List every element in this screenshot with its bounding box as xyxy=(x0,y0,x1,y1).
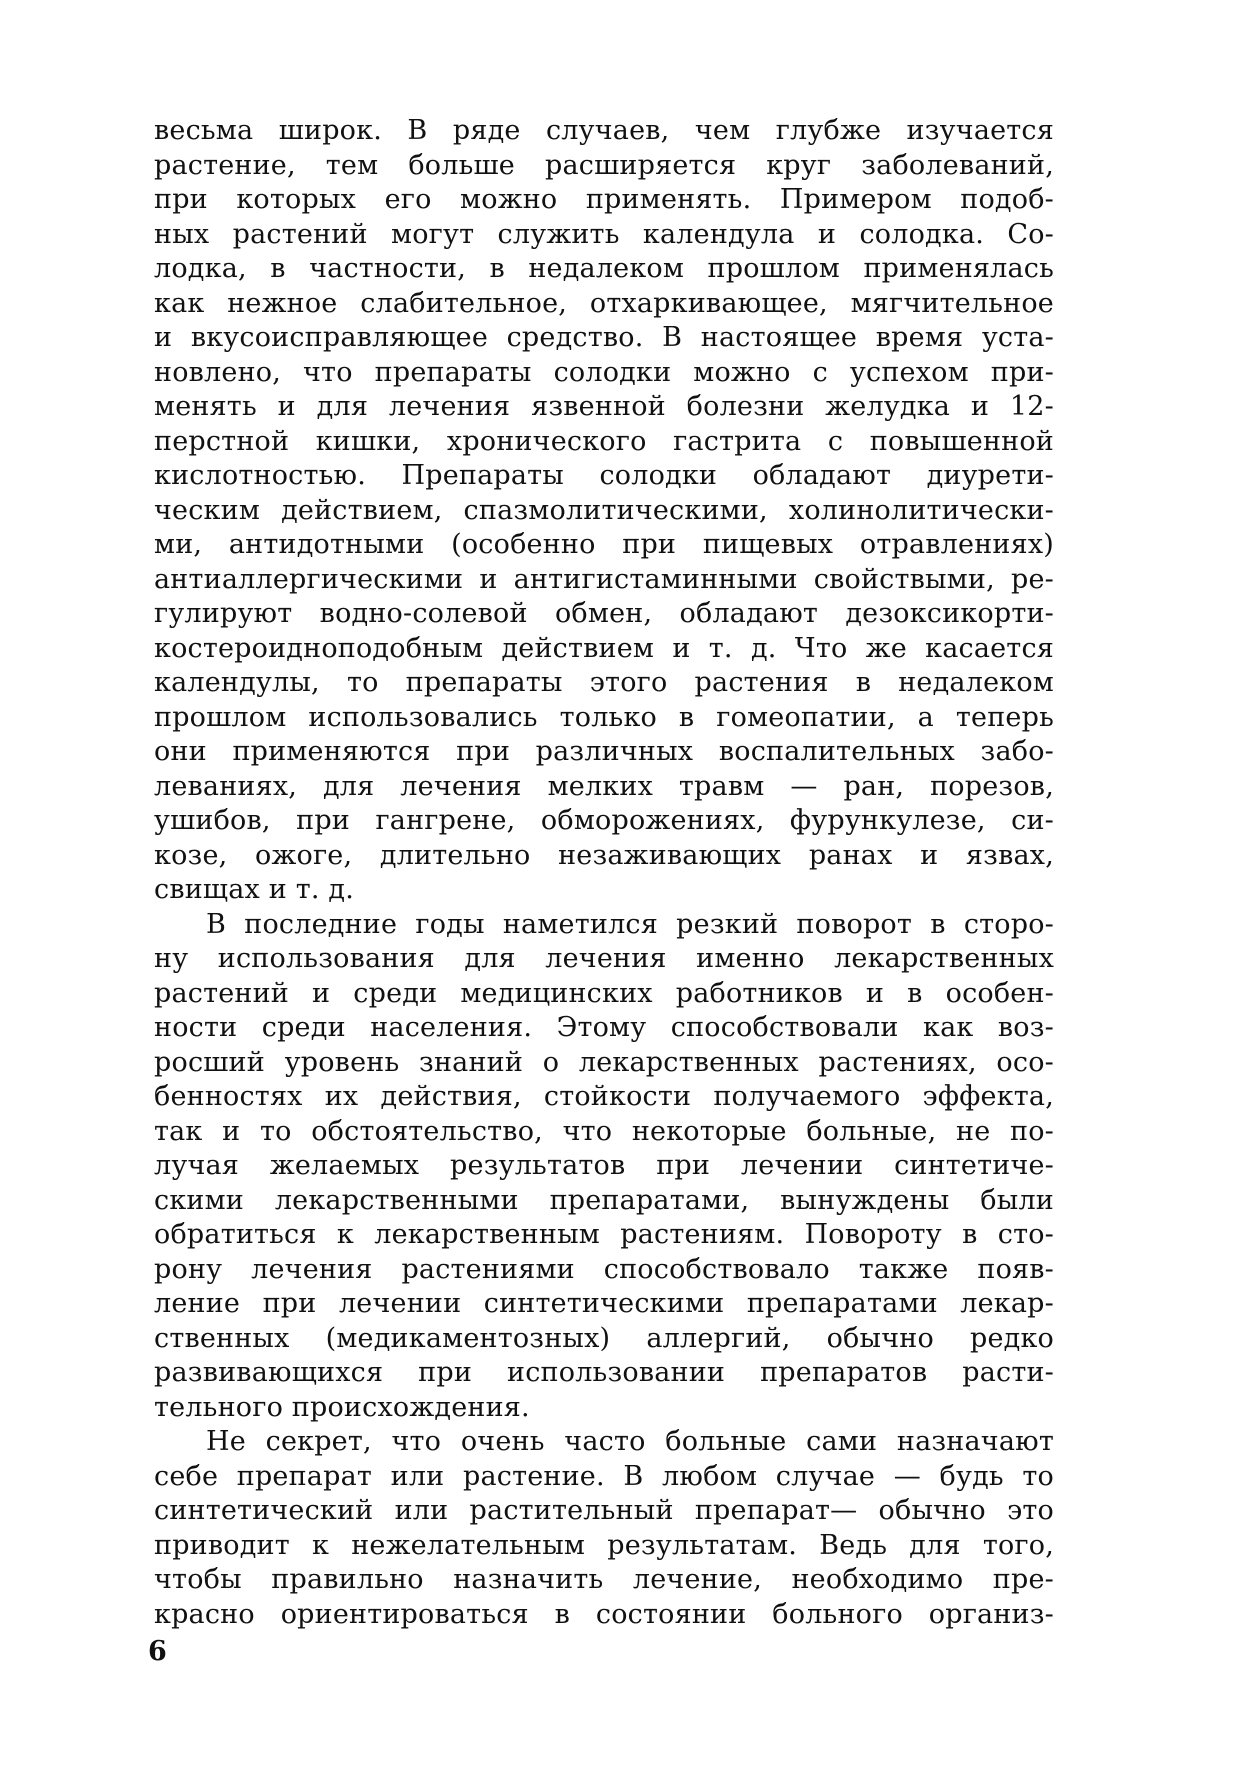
text-line: они применяются при различных воспалительных забо- xyxy=(154,736,1054,767)
text-line: синтетический или растительный препарат— обычно это xyxy=(154,1495,1054,1526)
text-line: антиаллергическими и антигистаминными свойствыми, ре- xyxy=(154,563,1054,595)
text-line: себе препарат или растение. В любом случае — будь то xyxy=(154,1460,1054,1492)
text-line: ление при лечении синтетическими препаратами лекар- xyxy=(154,1288,1054,1319)
text-line: перстной кишки, хронического гастрита с повышенной xyxy=(154,425,1054,457)
text-line: тельного происхождения. xyxy=(154,1391,530,1423)
text-line: при которых его можно применять. Примером подоб- xyxy=(154,184,1054,215)
text-line: развивающихся при использовании препаратов расти- xyxy=(154,1357,1054,1388)
text-line: красно ориентироваться в состоянии больного организ- xyxy=(154,1598,1054,1630)
paragraph-2 xyxy=(154,908,1054,1426)
text-line: как нежное слабительное, отхаркивающее, мягчительное xyxy=(154,287,1054,319)
text-line: рону лечения растениями способствовало также появ- xyxy=(154,1253,1054,1285)
text-line: приводит к нежелательным результатам. Ведь для того, xyxy=(154,1529,1054,1561)
paragraph-1 xyxy=(154,114,1054,908)
text-line: козе, ожоге, длительно незаживающих ранах и язвах, xyxy=(154,839,1054,871)
text-line: календулы, то препараты этого растения в недалеком xyxy=(154,667,1054,698)
body-text xyxy=(154,114,1054,1632)
text-line: Не секрет, что очень часто больные сами назначают xyxy=(206,1426,1054,1457)
text-line: лодка, в частности, в недалеком прошлом применялась xyxy=(154,253,1054,284)
text-line: леваниях, для лечения мелких травм — ран, порезов, xyxy=(154,770,1054,802)
text-line: скими лекарственными препаратами, вынуждены были xyxy=(154,1184,1054,1216)
text-line: костероидноподобным действием и т. д. Что же касается xyxy=(154,632,1054,664)
text-line: прошлом использовались только в гомеопатии, а теперь xyxy=(154,701,1054,733)
text-line: свищах и т. д. xyxy=(154,874,355,905)
text-line: ну использования для лечения именно лекарственных xyxy=(154,943,1054,974)
text-line: В последние годы наметился резкий поворот в сторо- xyxy=(206,908,1054,940)
text-line: новлено, что препараты солодки можно с успехом при- xyxy=(154,356,1054,388)
text-line: ушибов, при гангрене, обморожениях, фурункулезе, си- xyxy=(154,805,1054,836)
text-line: ных растений могут служить календула и солодка. Со- xyxy=(154,218,1054,250)
text-line: и вкусоисправляющее средство. В настоящее время уста- xyxy=(154,322,1054,353)
text-line: чтобы правильно назначить лечение, необходимо пре- xyxy=(154,1564,1054,1595)
text-line: весьма широк. В ряде случаев, чем глубже изучается xyxy=(154,115,1054,146)
text-line: обратиться к лекарственным растениям. Повороту в сто- xyxy=(154,1219,1054,1250)
text-line: растение, тем больше расширяется круг заболеваний, xyxy=(154,149,1054,181)
text-line: бенностях их действия, стойкости получаемого эффекта, xyxy=(154,1081,1054,1112)
text-line: ственных (медикаментозных) аллергий, обычно редко xyxy=(154,1322,1054,1354)
paragraph-3 xyxy=(154,1425,1054,1632)
text-line: растений и среди медицинских работников и в особен- xyxy=(154,977,1054,1009)
text-line: менять и для лечения язвенной болезни желудка и 12- xyxy=(154,391,1054,422)
text-line: так и то обстоятельство, что некоторые больные, не по- xyxy=(154,1115,1054,1147)
text-line: ческим действием, спазмолитическими, холинолитически- xyxy=(154,494,1054,526)
text-line: кислотностью. Препараты солодки обладают диурети- xyxy=(154,460,1054,491)
text-line: росший уровень знаний о лекарственных растениях, осо- xyxy=(154,1046,1054,1078)
text-line: ми, антидотными (особенно при пищевых отравлениях) xyxy=(154,529,1054,560)
text-line: ности среди населения. Этому способствовали как воз- xyxy=(154,1012,1054,1043)
text-line: гулируют водно-солевой обмен, обладают дезоксикорти- xyxy=(154,598,1054,629)
page-number: 6 xyxy=(148,1636,167,1667)
text-line: лучая желаемых результатов при лечении синтетиче- xyxy=(154,1150,1054,1181)
